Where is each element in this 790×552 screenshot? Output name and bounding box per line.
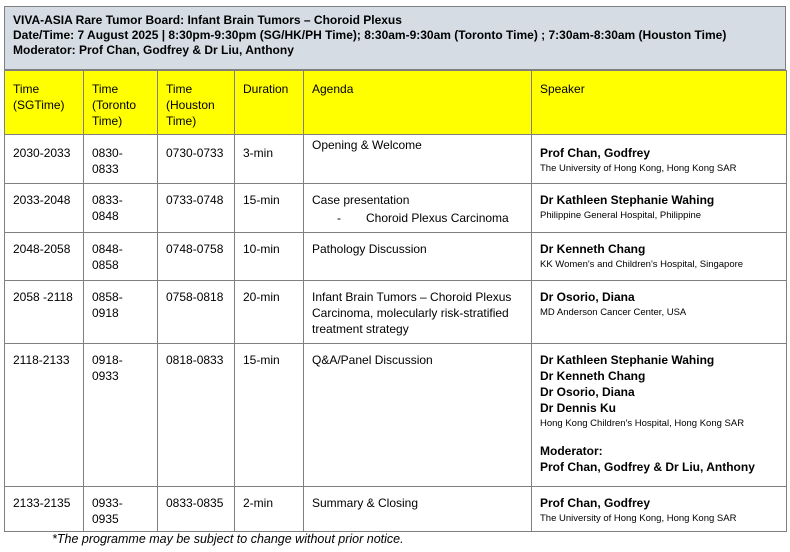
- speaker-name: Prof Chan, Godfrey: [540, 146, 651, 160]
- cell-duration: 20-min: [235, 281, 304, 344]
- panelist-name: Dr Kenneth Chang: [540, 369, 646, 383]
- speaker-affiliation: The University of Hong Kong, Hong Kong SAR: [540, 513, 737, 524]
- cell-agenda: Summary & Closing: [304, 487, 532, 532]
- cell-toronto-time: 0918-0933: [84, 344, 158, 487]
- agenda-sub-text: Choroid Plexus Carcinoma: [366, 211, 509, 225]
- cell-duration: 15-min: [235, 184, 304, 233]
- speaker-name: Dr Kenneth Chang: [540, 242, 646, 256]
- cell-houston-time: 0818-0833: [158, 344, 235, 487]
- cell-speaker: [532, 281, 787, 344]
- cell-sg-time: 2133-2135: [5, 487, 84, 532]
- table-row: [5, 135, 787, 184]
- cell-houston-time: 0748-0758: [158, 233, 235, 281]
- cell-sg-time: 2118-2133: [5, 344, 84, 487]
- col-header-houston-time: Time (Houston Time): [158, 71, 235, 135]
- bullet-dash: -: [337, 211, 341, 225]
- cell-sg-time: 2033-2048: [5, 184, 84, 233]
- cell-toronto-time: 0848-0858: [84, 233, 158, 281]
- event-moderator: Moderator: Prof Chan, Godfrey & Dr Liu, Anthony: [13, 43, 294, 57]
- table-row: [5, 233, 787, 281]
- cell-sg-time: 2048-2058: [5, 233, 84, 281]
- cell-agenda: [304, 184, 532, 233]
- cell-agenda: Infant Brain Tumors – Choroid Plexus Carcinoma, molecularly risk-stratified treatment strategy: [304, 281, 532, 344]
- cell-speaker: [532, 233, 787, 281]
- cell-houston-time: 0758-0818: [158, 281, 235, 344]
- programme-header: [4, 6, 786, 70]
- cell-agenda: Pathology Discussion: [304, 233, 532, 281]
- panelist-name: Dr Kathleen Stephanie Wahing: [540, 353, 715, 367]
- speaker-affiliation: MD Anderson Cancer Center, USA: [540, 307, 687, 318]
- header-row: [5, 71, 787, 135]
- cell-houston-time: 0730-0733: [158, 135, 235, 184]
- programme-sheet: [4, 6, 786, 532]
- panelist-name: Dr Osorio, Diana: [540, 385, 635, 399]
- speaker-affiliation: Philippine General Hospital, Philippine: [540, 210, 702, 221]
- col-header-duration: Duration: [235, 71, 304, 135]
- cell-houston-time: 0733-0748: [158, 184, 235, 233]
- cell-toronto-time: 0833-0848: [84, 184, 158, 233]
- col-header-speaker: Speaker: [532, 71, 787, 135]
- panelist-name: Dr Dennis Ku: [540, 401, 617, 415]
- cell-duration: 10-min: [235, 233, 304, 281]
- cell-sg-time: 2058 -2118: [5, 281, 84, 344]
- cell-sg-time: 2030-2033: [5, 135, 84, 184]
- cell-duration: 15-min: [235, 344, 304, 487]
- cell-toronto-time: 0830-0833: [84, 135, 158, 184]
- agenda-sub-item: [312, 210, 523, 226]
- cell-duration: 3-min: [235, 135, 304, 184]
- cell-toronto-time: 0858-0918: [84, 281, 158, 344]
- speaker-name: Prof Chan, Godfrey: [540, 496, 651, 510]
- moderator-label: Moderator:: [540, 444, 603, 458]
- cell-duration: 2-min: [235, 487, 304, 532]
- speaker-affiliation: KK Women's and Children's Hospital, Singapore: [540, 259, 744, 270]
- programme-table: [4, 70, 787, 532]
- cell-speaker: [532, 135, 787, 184]
- footnote: *The programme may be subject to change without prior notice.: [52, 532, 404, 546]
- col-header-sg-time: Time (SGTime): [5, 71, 84, 135]
- event-datetime: Date/Time: 7 August 2025 | 8:30pm-9:30pm (SG/HK/PH Time); 8:30am-9:30am (Toronto Time) ; 7:30am-8:30am (Houston Time): [13, 28, 727, 42]
- agenda-text: Case presentation: [312, 193, 410, 207]
- table-row: [5, 281, 787, 344]
- cell-houston-time: 0833-0835: [158, 487, 235, 532]
- table-row: [5, 487, 787, 532]
- col-header-toronto-time: Time (Toronto Time): [84, 71, 158, 135]
- cell-speaker: [532, 184, 787, 233]
- panelist-affiliation: Hong Kong Children's Hospital, Hong Kong SAR: [540, 418, 745, 429]
- col-header-agenda: Agenda: [304, 71, 532, 135]
- moderator-names: Prof Chan, Godfrey & Dr Liu, Anthony: [540, 460, 755, 474]
- cell-toronto-time: 0933-0935: [84, 487, 158, 532]
- speaker-name: Dr Osorio, Diana: [540, 290, 635, 304]
- cell-speaker: [532, 344, 787, 487]
- table-row: [5, 184, 787, 233]
- table-row: [5, 344, 787, 487]
- event-title: VIVA-ASIA Rare Tumor Board: Infant Brain Tumors – Choroid Plexus: [13, 13, 402, 27]
- cell-agenda: Opening & Welcome: [304, 135, 532, 184]
- speaker-affiliation: The University of Hong Kong, Hong Kong SAR: [540, 163, 737, 174]
- cell-agenda: Q&A/Panel Discussion: [304, 344, 532, 487]
- speaker-name: Dr Kathleen Stephanie Wahing: [540, 193, 715, 207]
- cell-speaker: [532, 487, 787, 532]
